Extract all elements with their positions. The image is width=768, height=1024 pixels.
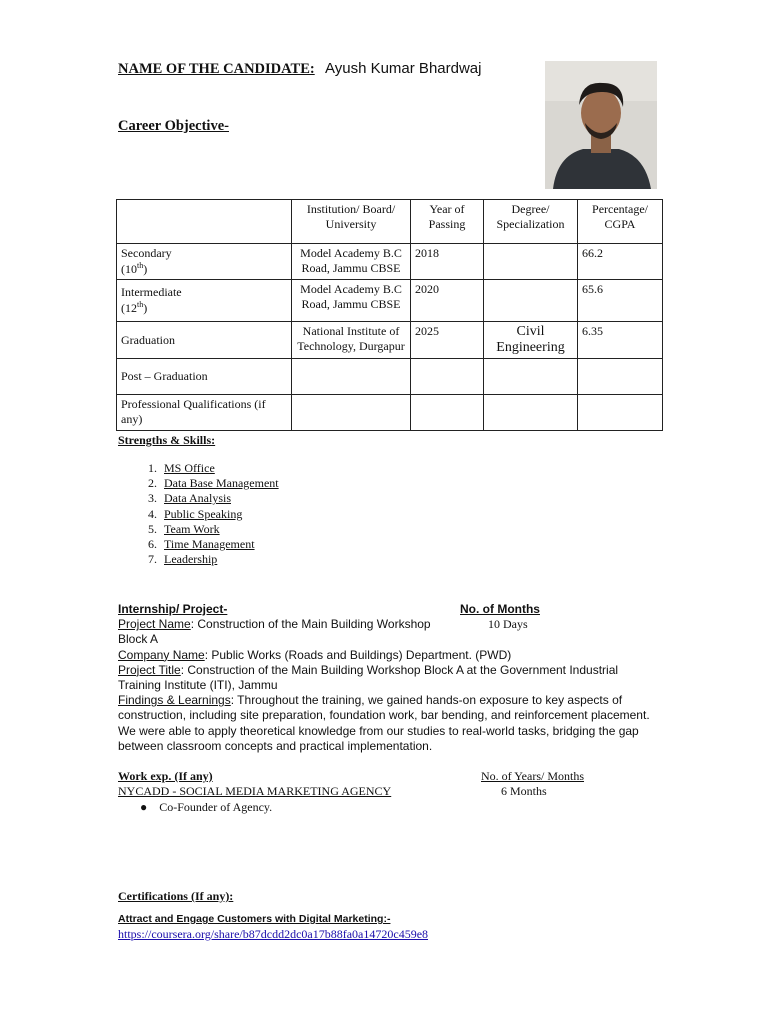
row-degree: Civil Engineering <box>484 322 578 359</box>
list-item: 3. Data Analysis <box>160 491 279 506</box>
row-institution: Model Academy B.C Road, Jammu CBSE <box>292 280 411 322</box>
work-exp-heading: Work exp. (If any) <box>118 769 213 783</box>
bullet-icon: ● <box>140 800 160 814</box>
months-label: No. of Months <box>460 602 540 616</box>
project-name: : Construction of the Main Building Workshop Block A <box>118 617 431 647</box>
level-number: (10 <box>121 262 137 276</box>
header-year: Year of Passing <box>411 200 484 244</box>
list-item: 1. MS Office <box>160 461 279 476</box>
row-level <box>117 280 292 322</box>
project-name-label: Project Name <box>118 617 191 632</box>
level-sup: th <box>137 261 144 270</box>
list-item: 2. Data Base Management <box>160 476 279 491</box>
list-item: 5. Team Work <box>160 522 279 537</box>
company-name: : Public Works (Roads and Buildings) Department. (PWD) <box>204 647 512 662</box>
list-item: 6. Time Management <box>160 537 279 552</box>
level-text: Secondary <box>121 246 172 260</box>
internship-heading: Internship/ Project- <box>118 602 228 616</box>
row-degree <box>484 359 578 395</box>
row-year: 2025 <box>411 322 484 359</box>
level-number: (12 <box>121 301 137 315</box>
career-objective-heading: Career Objective- <box>118 118 229 134</box>
candidate-name: Ayush Kumar Bhardwaj <box>325 60 482 77</box>
list-item: 7. Leadership <box>160 552 279 567</box>
findings-text: : Throughout the training, we gained hands-on exposure to key aspects of construction, including site preparation, foundation work, bar bending, and reinforcement placement. We were able to apply theoretical knowledge from our studies to real-world tasks, bridging the gap between classroom concepts and practical implementation. <box>118 693 650 753</box>
skills-list <box>118 461 279 567</box>
company-name-label: Company Name <box>118 647 205 662</box>
level-close: ) <box>143 262 148 276</box>
certification-title: Attract and Engage Customers with Digital Marketing:- <box>118 913 391 925</box>
row-year <box>411 359 484 395</box>
certification-link[interactable]: https://coursera.org/share/b87dcdd2dc0a17b88fa0a14720c459e8 <box>118 927 429 941</box>
work-bullet-text: Co-Founder of Agency. <box>159 800 273 814</box>
level-close: ) <box>143 301 148 315</box>
row-year: 2018 <box>411 244 484 280</box>
row-degree <box>484 395 578 431</box>
work-company: NYCADD - SOCIAL MEDIA MARKETING AGENCY <box>118 784 392 798</box>
row-score: 6.35 <box>578 322 663 359</box>
education-table <box>116 199 663 431</box>
findings-label: Findings & Learnings <box>118 693 231 708</box>
row-degree <box>484 244 578 280</box>
table-row <box>117 280 663 322</box>
project-title: : Construction of the Main Building Workshop Block A at the Government Industrial Training Institute (ITI), Jammu <box>118 662 619 693</box>
candidate-name-label: NAME OF THE CANDIDATE: <box>118 61 315 77</box>
row-score <box>578 395 663 431</box>
row-degree <box>484 280 578 322</box>
months-value: 10 Days <box>488 617 528 631</box>
list-item: 4. Public Speaking <box>160 507 279 522</box>
level-text: Intermediate <box>121 285 182 299</box>
header-degree: Degree/ Specialization <box>484 200 578 244</box>
header-institution: Institution/ Board/ University <box>292 200 411 244</box>
row-level: Professional Qualifications (if any) <box>117 395 292 431</box>
row-level <box>117 244 292 280</box>
certifications-heading: Certifications (If any): <box>118 889 234 903</box>
row-institution <box>292 395 411 431</box>
work-years-label: No. of Years/ Months <box>481 769 585 783</box>
row-year: 2020 <box>411 280 484 322</box>
row-institution: Model Academy B.C Road, Jammu CBSE <box>292 244 411 280</box>
row-level: Post – Graduation <box>117 359 292 395</box>
work-years-value: 6 Months <box>501 784 547 798</box>
candidate-photo <box>545 61 657 189</box>
row-score: 65.6 <box>578 280 663 322</box>
project-title-label: Project Title <box>118 662 181 677</box>
row-institution <box>292 359 411 395</box>
table-row <box>117 359 663 395</box>
header-score: Percentage/ CGPA <box>578 200 663 244</box>
row-year <box>411 395 484 431</box>
table-row <box>117 244 663 280</box>
level-sup: th <box>137 300 144 309</box>
header-level <box>117 200 292 244</box>
table-row <box>117 322 663 359</box>
education-header-row <box>117 200 663 244</box>
row-level: Graduation <box>117 322 292 359</box>
table-row <box>117 395 663 431</box>
row-score <box>578 359 663 395</box>
candidate-photo-image <box>545 61 657 189</box>
work-bullet <box>140 800 272 815</box>
row-institution: National Institute of Technology, Durgapur <box>292 322 411 359</box>
internship-section <box>118 602 658 754</box>
skills-heading: Strengths & Skills: <box>118 433 216 447</box>
row-score: 66.2 <box>578 244 663 280</box>
